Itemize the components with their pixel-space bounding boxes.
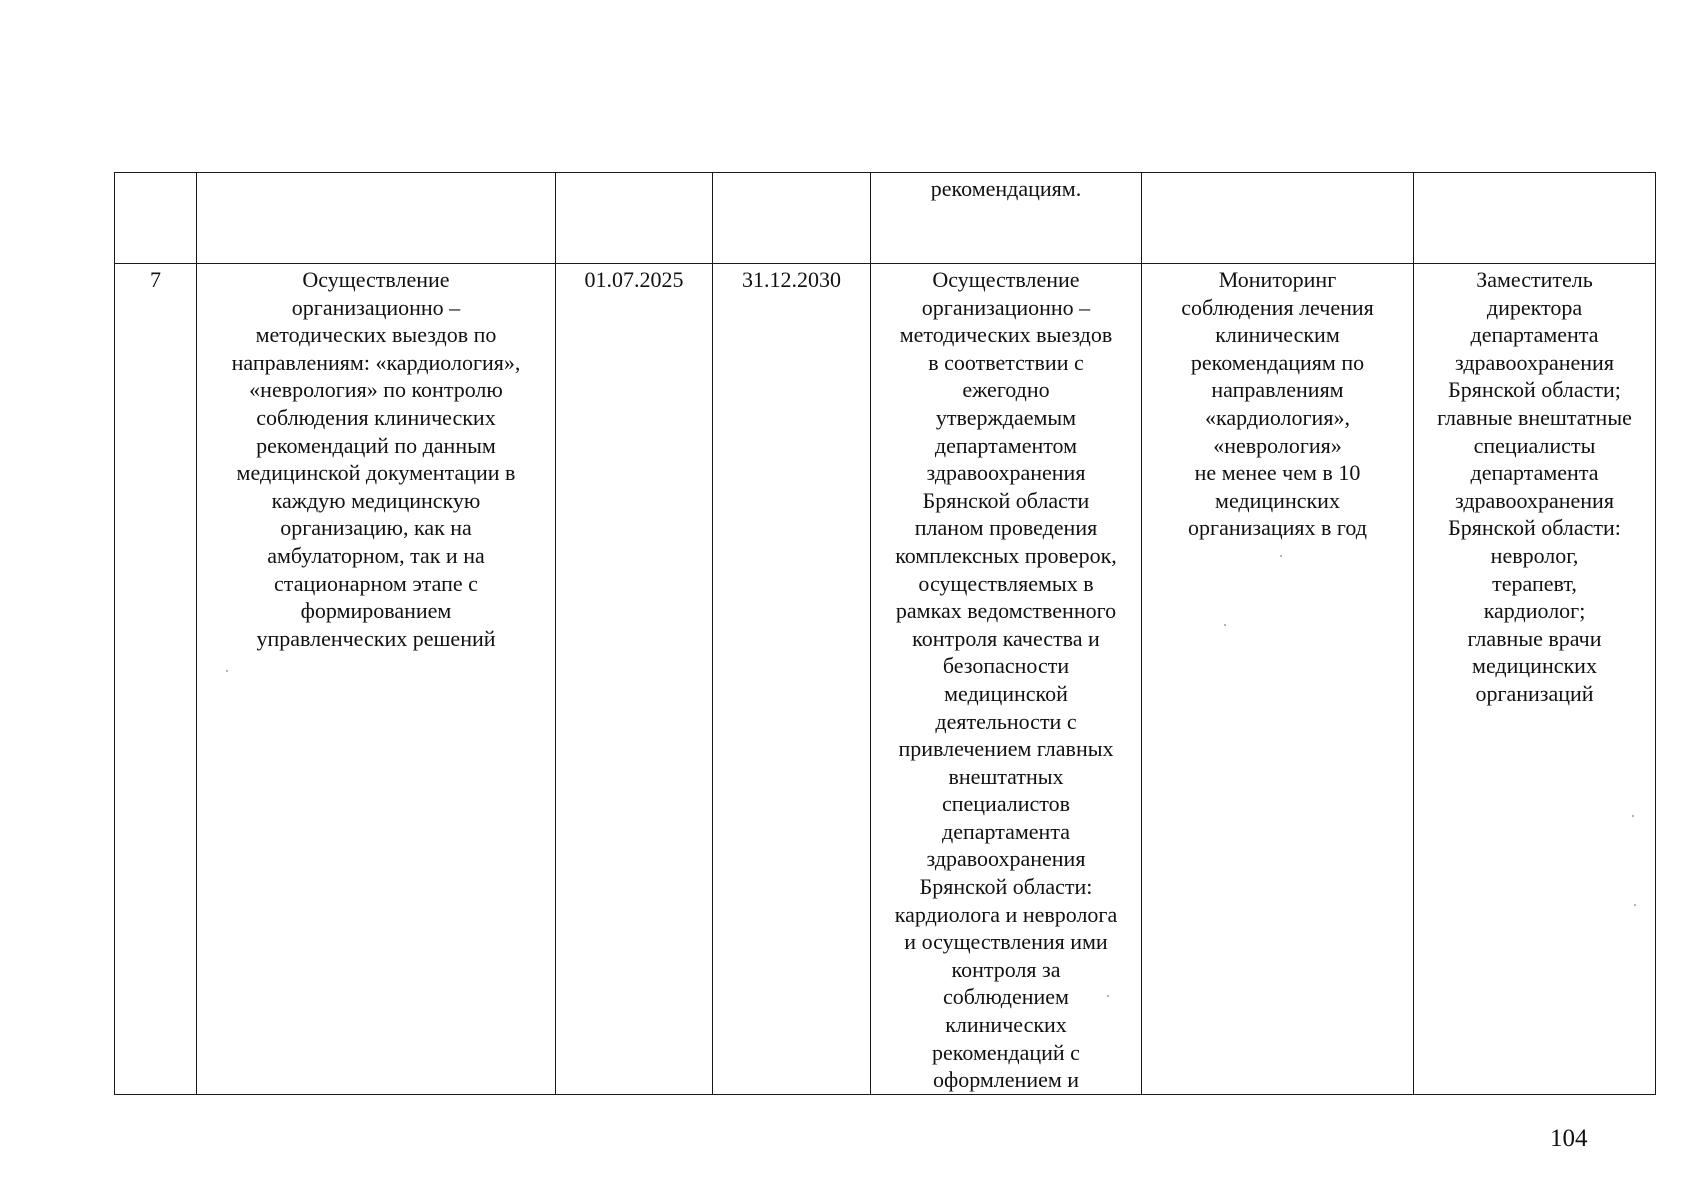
scan-speck [226,670,228,672]
cell-event: Осуществление организационно – методических выездов по направлениям: «кардиология», «неврология» по контролю соблюдения клинических рекомендаций по данным медицинской документации в каждую медицинскую организацию, как на амбулаторном, так и на стационарном этапе с формированием управленческих решений [197,264,556,1095]
scan-speck [1632,815,1634,817]
cell-indicator [1142,173,1414,264]
cell-number [115,173,197,264]
cell-end-date: 31.12.2030 [713,264,871,1095]
scan-speck [1107,995,1109,997]
cell-indicator: Мониторинг соблюдения лечения клиническим рекомендациям по направлениям «кардиология», «неврология» не менее чем в 10 медицинских организациях в год [1142,264,1414,1095]
cell-start-date [556,173,713,264]
table-row-7 [115,264,1656,1095]
cell-number: 7 [115,264,197,1095]
cell-description: Осуществление организационно – методических выездов в соответствии с ежегодно утверждаемым департаментом здравоохранения Брянской области планом проведения комплексных проверок, осуществляемых в рамках ведомственного контроля качества и безопасности медицинской деятельности с привлечением главных внештатных специалистов департамента здравоохранения Брянской области: кардиолога и невролога и осуществления ими контроля за соблюдением клинических рекомендаций с оформлением и [871,264,1142,1095]
scan-speck [1224,624,1226,626]
cell-responsible [1414,173,1656,264]
cell-end-date [713,173,871,264]
table-row-continuation [115,173,1656,264]
cell-responsible: Заместитель директора департамента здравоохранения Брянской области; главные внештатные специалисты департамента здравоохранения Брянской области: невролог, терапевт, кардиолог; главные врачи медицинских организаций [1414,264,1656,1095]
scan-speck [1280,555,1282,557]
cell-start-date: 01.07.2025 [556,264,713,1095]
cell-description: рекомендациям. [871,173,1142,264]
page-number: 104 [1550,1125,1588,1152]
plan-table [114,172,1656,1095]
scan-speck [1634,904,1636,906]
cell-event [197,173,556,264]
